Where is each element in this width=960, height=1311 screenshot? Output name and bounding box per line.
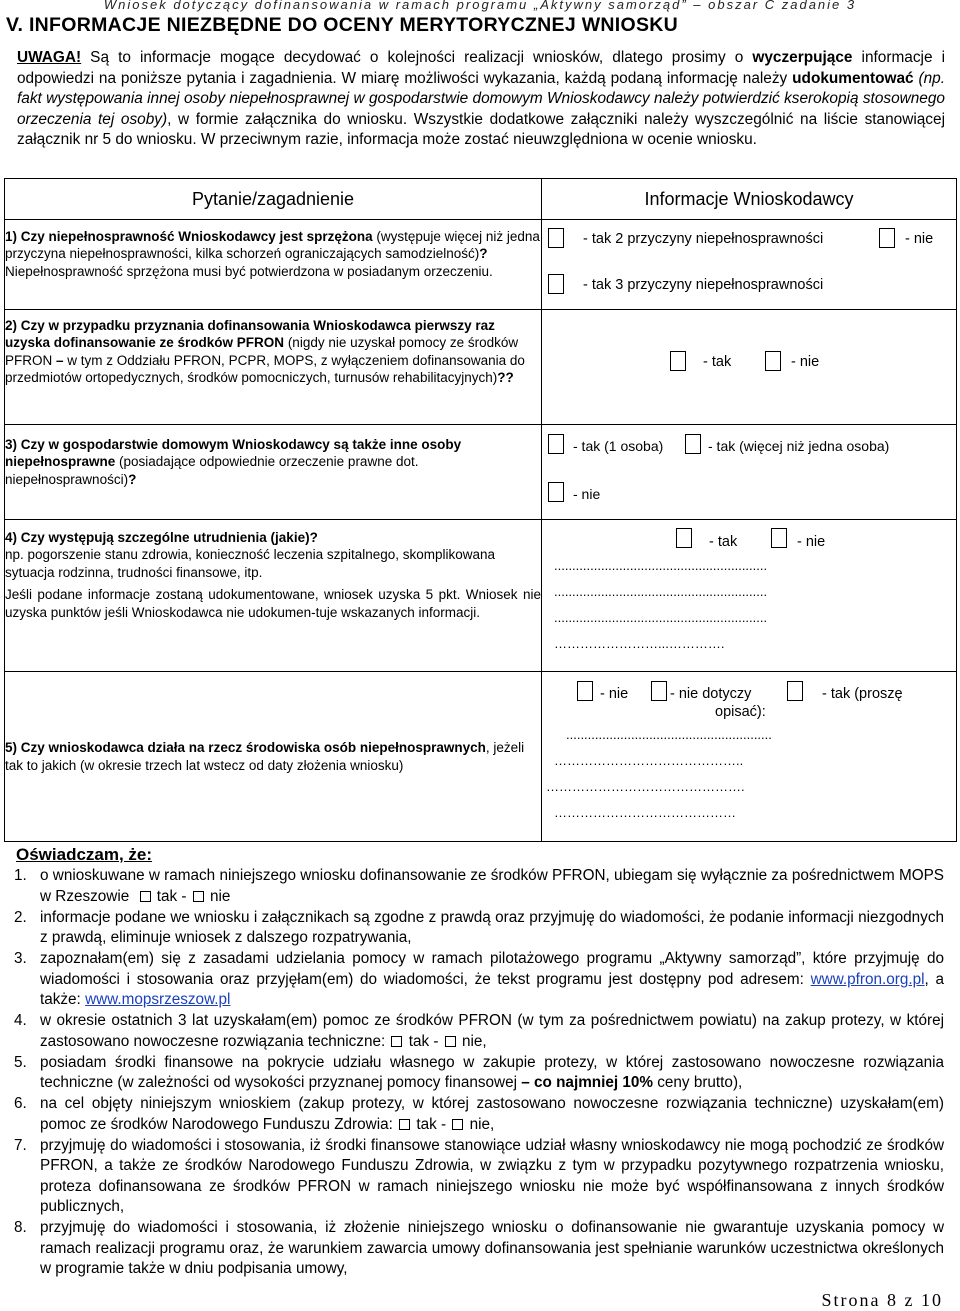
declaration-list xyxy=(14,866,944,1280)
answer-1 xyxy=(542,220,957,310)
table-header-row xyxy=(5,179,957,220)
answer-2-opt2: - nie xyxy=(791,354,820,370)
answer-2-opt1: - tak xyxy=(703,354,732,370)
answer-3-opt3: - nie xyxy=(573,486,601,502)
declaration-6-no-label: nie, xyxy=(469,1115,495,1133)
running-header: Wniosek dotyczący dofinansowania w ramach programu „Aktywny samorząd” – obszar C zadanie 3 xyxy=(103,0,857,12)
answer-3 xyxy=(542,425,957,520)
declaration-5-emphasis: – co najmniej 10% xyxy=(521,1074,654,1091)
col-header-question: Pytanie/zagadnienie xyxy=(5,179,542,220)
declaration-6-yes-label: tak - xyxy=(416,1115,447,1133)
answer-4 xyxy=(542,520,957,672)
item-number: 3. xyxy=(14,950,27,967)
answer-1-opt1: - tak 2 przyczyny niepełnosprawności xyxy=(583,231,824,247)
declaration-7-text: przyjmuję do wiadomości i stosowania, iż środki finansowe stanowiące udział własny wnioskodawcy nie mogą pochodzić ze środków PFRON, a także ze środków Narodowego Funduszu Zdrowia, w związku z tym w przypadku pozytywnego rozpatrzenia wniosku, proteza dofinansowana ze środków PFRON w ramach niniejszego wniosku nie może być współfinansowana z innych środków publicznych, xyxy=(40,1136,944,1215)
item-number: 7. xyxy=(14,1136,27,1154)
question-3-mark: ? xyxy=(128,471,137,487)
checkbox-q5-no[interactable] xyxy=(577,681,593,701)
answer-5-opt3-cont: opisać): xyxy=(715,704,766,720)
question-2-dash: – xyxy=(56,352,64,368)
question-1-title: 1) Czy niepełnosprawność Wnioskodawcy jest sprzężona xyxy=(5,229,373,244)
question-2-title: 2) Czy w przypadku przyznania dofinansowania Wnioskodawca pierwszy raz uzyska dofinansowanie ze środków PFRON xyxy=(5,318,495,351)
answer-3-opt1: - tak (1 osoba) xyxy=(573,438,664,454)
intro-text-1: Są to informacje mogące decydować o kolejności realizacji wniosków, dlatego prosimy o xyxy=(81,49,753,66)
question-4-title: 4) Czy występują szczególne utrudnienia (jakie)? xyxy=(5,530,318,545)
question-1-note: Niepełnosprawność sprzężona musi być potwierdzona w posiadanym orzeczeniu. xyxy=(5,263,493,279)
checkbox-q2-no[interactable] xyxy=(765,351,781,371)
table-row xyxy=(5,520,957,672)
intro-example: (np. fakt występowania innej osoby niepełnosprawnej w gospodarstwie domowym Wnioskodawcy należy potwierdzić kserokopią stosownego orzeczenia tej osoby) xyxy=(17,69,945,128)
checkbox-q4-no[interactable] xyxy=(771,528,787,548)
item-number: 2. xyxy=(14,908,27,926)
checkbox-q1-three-causes[interactable] xyxy=(548,274,564,294)
declaration-4-no-label: nie, xyxy=(461,1032,487,1050)
list-item xyxy=(14,866,944,907)
answer-4-line-4[interactable]: ……………………...…………. xyxy=(554,636,725,651)
warning-label: UWAGA! xyxy=(17,49,82,66)
question-5 xyxy=(5,672,542,842)
checkbox-q5-not-applicable[interactable] xyxy=(651,681,667,701)
checkbox-decl4-no[interactable] xyxy=(445,1036,456,1047)
question-4 xyxy=(5,520,542,672)
checkbox-q1-two-causes[interactable] xyxy=(548,228,564,248)
declaration-4-yes-label: tak - xyxy=(408,1032,439,1050)
answer-5-line-3[interactable]: ………………………………………. xyxy=(546,779,745,794)
answer-5-line-4[interactable]: …………………………………… xyxy=(554,805,736,820)
answer-5-opt3: - tak (proszę xyxy=(822,686,903,702)
question-3-text: (posiadające odpowiednie orzeczenie prawne dot. niepełnosprawności) xyxy=(5,454,419,487)
question-1 xyxy=(5,220,542,310)
question-5-title: 5) Czy wnioskodawca działa na rzecz środowiska osób niepełnosprawnych xyxy=(5,740,486,756)
checkbox-q3-no[interactable] xyxy=(548,482,564,502)
list-item xyxy=(14,1218,944,1280)
answer-1-opt3: - tak 3 przyczyny niepełnosprawności xyxy=(583,277,824,293)
link-pfron[interactable]: www.pfron.org.pl xyxy=(810,970,925,988)
list-item xyxy=(14,1136,944,1218)
answer-5-opt2: - nie dotyczy xyxy=(670,686,752,702)
link-mops[interactable]: www.mopsrzeszow.pl xyxy=(85,991,231,1008)
item-number: 6. xyxy=(14,1095,27,1112)
intro-paragraph xyxy=(17,48,945,151)
question-2-mark: ?? xyxy=(497,370,514,386)
question-1-text: (występuje więcej niż jedna przyczyna niepełnosprawności, kilka schorzeń ograniczających samodzielność) xyxy=(5,229,540,262)
checkbox-decl1-yes[interactable] xyxy=(140,891,151,902)
list-item xyxy=(14,1094,944,1135)
declaration-3-text: zapoznałam(em) się z zasadami udzielania pomocy w ramach pilotażowego programu „Aktywny samorząd”, które przyjmuję do wiadomości i stosowania oraz przyjęłam(em) do wiadomości, że tekst programu jest dostępny pod adresem: xyxy=(40,950,944,988)
intro-emphasis-1: wyczerpujące xyxy=(752,49,853,66)
question-2-note: w tym z Oddziału PFRON, PCPR, MOPS, z wyłączeniem dofinansowania do przedmiotów ortopedycznych, środków pomocniczych, turnusów rehabilitacyjnych) xyxy=(5,352,525,386)
checkbox-decl6-no[interactable] xyxy=(452,1119,463,1130)
checkbox-q3-one-person[interactable] xyxy=(548,434,564,454)
intro-text-2: informacje i odpowiedzi na poniższe pytania i zagadnienia. W miarę możliwości wykazania, każdą podaną informację należy xyxy=(17,49,945,87)
declaration-6-text: na cel objęty niniejszym wnioskiem (zakup protezy, w której zastosowano nowoczesne rozwiązania techniczne) uzyskałam(em) pomoc ze środków Narodowego Funduszu Zdrowia: xyxy=(40,1095,944,1133)
section-title: V. INFORMACJE NIEZBĘDNE DO OCENY MERYTORYCZNEJ WNIOSKU xyxy=(6,14,679,36)
answer-5-opt1: - nie xyxy=(600,686,629,702)
answer-4-line-3[interactable]: ........................................................... xyxy=(554,610,768,625)
checkbox-q2-yes[interactable] xyxy=(670,351,686,371)
question-4-examples: np. pogorszenie stanu zdrowia, konieczność leczenia szpitalnego, skomplikowana sytuacja rodzinna, trudności finansowe, itp. xyxy=(5,547,496,580)
answer-4-opt2: - nie xyxy=(797,534,826,550)
question-3 xyxy=(5,425,542,520)
col-header-answer: Informacje Wnioskodawcy xyxy=(542,179,957,220)
checkbox-decl1-no[interactable] xyxy=(193,891,204,902)
item-number: 1. xyxy=(14,867,27,884)
page-number: Strona 8 z 10 xyxy=(821,1290,943,1310)
answer-2 xyxy=(542,310,957,425)
declaration-1-no-label: nie xyxy=(210,887,231,905)
answer-4-line-2[interactable]: ........................................................... xyxy=(554,584,768,599)
question-2-text: (nigdy nie uzyskał pomocy ze środków PFRON xyxy=(5,335,519,368)
declaration-4-text: w okresie ostatnich 3 lat uzyskałam(em) pomoc ze środków PFRON (w tym za pośrednictwem powiatu) na zakup protezy, w której zastosowano nowoczesne rozwiązania techniczne: xyxy=(40,1012,944,1050)
declaration-title: Oświadczam, że: xyxy=(16,845,153,864)
question-5-text: , jeżeli tak to jakich (w okresie trzech lat wstecz od daty złożenia wniosku) xyxy=(5,740,525,773)
checkbox-decl6-yes[interactable] xyxy=(399,1119,410,1130)
question-1-mark: ? xyxy=(479,246,488,262)
table-row xyxy=(5,425,957,520)
declaration-3-mid: , a także: xyxy=(40,970,944,1008)
checkbox-decl4-yes[interactable] xyxy=(391,1036,402,1047)
answer-3-opt2: - tak (więcej niż jedna osoba) xyxy=(708,438,890,454)
item-number: 4. xyxy=(14,1012,27,1029)
question-4-note: Jeśli podane informacje zostaną udokumentowane, wniosek uzyska 5 pkt. Wniosek nie uzyska punktów jeśli Wnioskodawca nie udokumen-tuje wskazanych informacji. xyxy=(5,587,541,620)
checkbox-q5-yes[interactable] xyxy=(787,681,803,701)
question-2 xyxy=(5,310,542,425)
list-item xyxy=(14,949,944,1011)
checkbox-q4-yes[interactable] xyxy=(676,528,692,548)
answer-5-line-1[interactable]: ......................................................... xyxy=(566,727,772,742)
answer-4-opt1: - tak xyxy=(709,534,738,550)
declaration-5-text: posiadam środki finansowe na pokrycie udziału własnego w zakupie protezy, w której zastosowano nowoczesne rozwiązania techniczne (w zależności od wysokości przyznanej pomocy finansowej xyxy=(40,1053,944,1091)
table-row xyxy=(5,220,957,310)
declaration-1-yes-label: tak - xyxy=(156,887,187,905)
questions-table xyxy=(4,178,957,842)
list-item xyxy=(14,908,944,949)
answer-4-line-1[interactable]: ........................................................... xyxy=(554,558,768,573)
intro-text-3: , w formie załącznika do wniosku. Wszystkie dodatkowe załączniki należy wyszczególnić na liście stanowiącej załącznik nr 5 do wniosku. W przeciwnym razie, informacja może zostać nieuwzględniona w ocenie wniosku. xyxy=(17,110,945,148)
table-row xyxy=(5,310,957,425)
table-row xyxy=(5,672,957,842)
list-item xyxy=(14,1053,944,1094)
declaration-2-text: informacje podane we wniosku i załącznikach są zgodne z prawdą oraz przyjmuję do wiadomości, że podanie informacji niezgodnych z prawdą, eliminuje wniosek z dalszego rozpatrywania, xyxy=(40,908,944,946)
question-3-title: 3) Czy w gospodarstwie domowym Wnioskodawcy są także inne osoby niepełnosprawne xyxy=(5,437,462,470)
item-number: 8. xyxy=(14,1219,27,1236)
item-number: 5. xyxy=(14,1053,27,1071)
answer-5 xyxy=(542,672,957,842)
intro-emphasis-2: udokumentować xyxy=(792,69,914,87)
declaration-5-end: ceny brutto), xyxy=(653,1074,743,1091)
checkbox-q3-more-persons[interactable] xyxy=(685,434,701,454)
checkbox-q1-no[interactable] xyxy=(879,228,895,248)
answer-5-line-2[interactable]: …………………………………….. xyxy=(554,753,744,768)
list-item xyxy=(14,1011,944,1052)
answer-1-opt2: - nie xyxy=(905,231,934,247)
declaration-8-text: przyjmuję do wiadomości i stosowania, iż złożenie niniejszego wniosku o dofinansowanie nie gwarantuje uzyskania pomocy w ramach realizacji programu oraz, że warunkiem zawarcia umowy dofinansowania jest spełnianie warunków uczestnictwa określonych w programie także w dniu podpisania umowy, xyxy=(40,1219,944,1277)
declaration-1-text: o wnioskuwane w ramach niniejszego wniosku dofinansowanie ze środków PFRON, ubiegam się wyłącznie za pośrednictwem MOPS w Rzeszowie xyxy=(40,867,944,905)
